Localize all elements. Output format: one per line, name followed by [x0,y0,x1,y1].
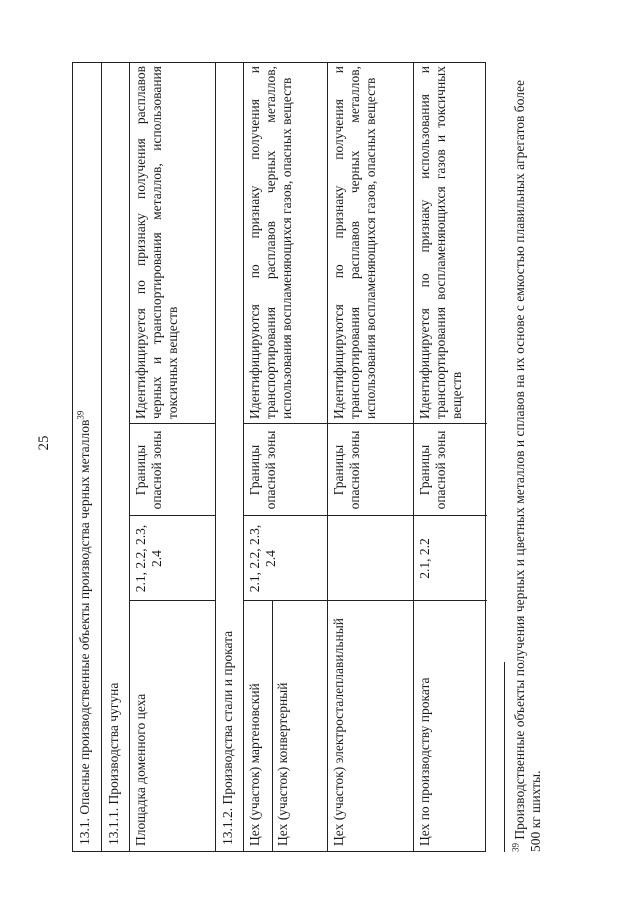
page-number: 25 [36,435,52,451]
table-row [327,63,413,851]
footnote-ref: 39 [75,410,86,420]
table-row [101,63,129,851]
hazard-table [72,62,486,852]
section-heading: 13.1. Опасные производственные объекты производства черных металлов$^{39}$ [75,410,92,845]
codes: 2.1, 2.2 [417,538,432,579]
codes: 2.1, 2.2, 2.3, 2.4 [247,524,278,593]
footnote-marker: 39 [510,843,521,852]
table-row [413,63,487,851]
zone: Границы опасной зоны [247,430,278,510]
object-name: Площадка доменного цеха [133,693,148,846]
footnote [512,62,544,852]
subsection-heading: 13.1.1. Производства чугуна [106,682,121,845]
criteria: Идентифицируется по признаку использования и транспортирования воспламеняющихся газов и токсичных веществ [417,66,464,419]
object-name: Цех (участок) мартеновский [247,683,262,846]
criteria: Идентифицируются по признаку получения и транспортирования расплавов черных металлов, использования воспламеняющихся газов, опасных веществ [247,66,294,419]
footnote-separator [504,662,505,852]
table-row [215,63,243,851]
object-name: Цех (участок) электросталеплавильный [331,617,346,846]
footnote-text: Производственные объекты получения черных и цветных металлов и сплавов на их основе с емкостью плавильных агрегатов более 500 кг шихты. [512,80,543,852]
object-name: Цех (участок) конвертерный [275,682,290,846]
codes: 2.1, 2.2, 2.3, 2.4 [133,524,164,593]
zone: Границы опасной зоны [417,430,448,510]
rotated-content [72,62,592,852]
criteria: Идентифицируется по признаку получения расплавов черных и транспортирования металлов, использования токсичных веществ [133,66,180,419]
zone: Границы опасной зоны [133,430,164,510]
object-name: Цех по производству проката [417,677,432,846]
table-row [129,63,215,851]
codes [328,516,413,601]
zone: Границы опасной зоны [331,430,362,510]
table-row [73,63,101,851]
table-row [243,63,327,851]
subsection-heading: 13.1.2. Производства стали и проката [220,630,235,845]
criteria: Идентифицируются по признаку получения и транспортирования расплавов черных металлов, использования воспламеняющихся газов, опасных веществ [331,66,378,419]
